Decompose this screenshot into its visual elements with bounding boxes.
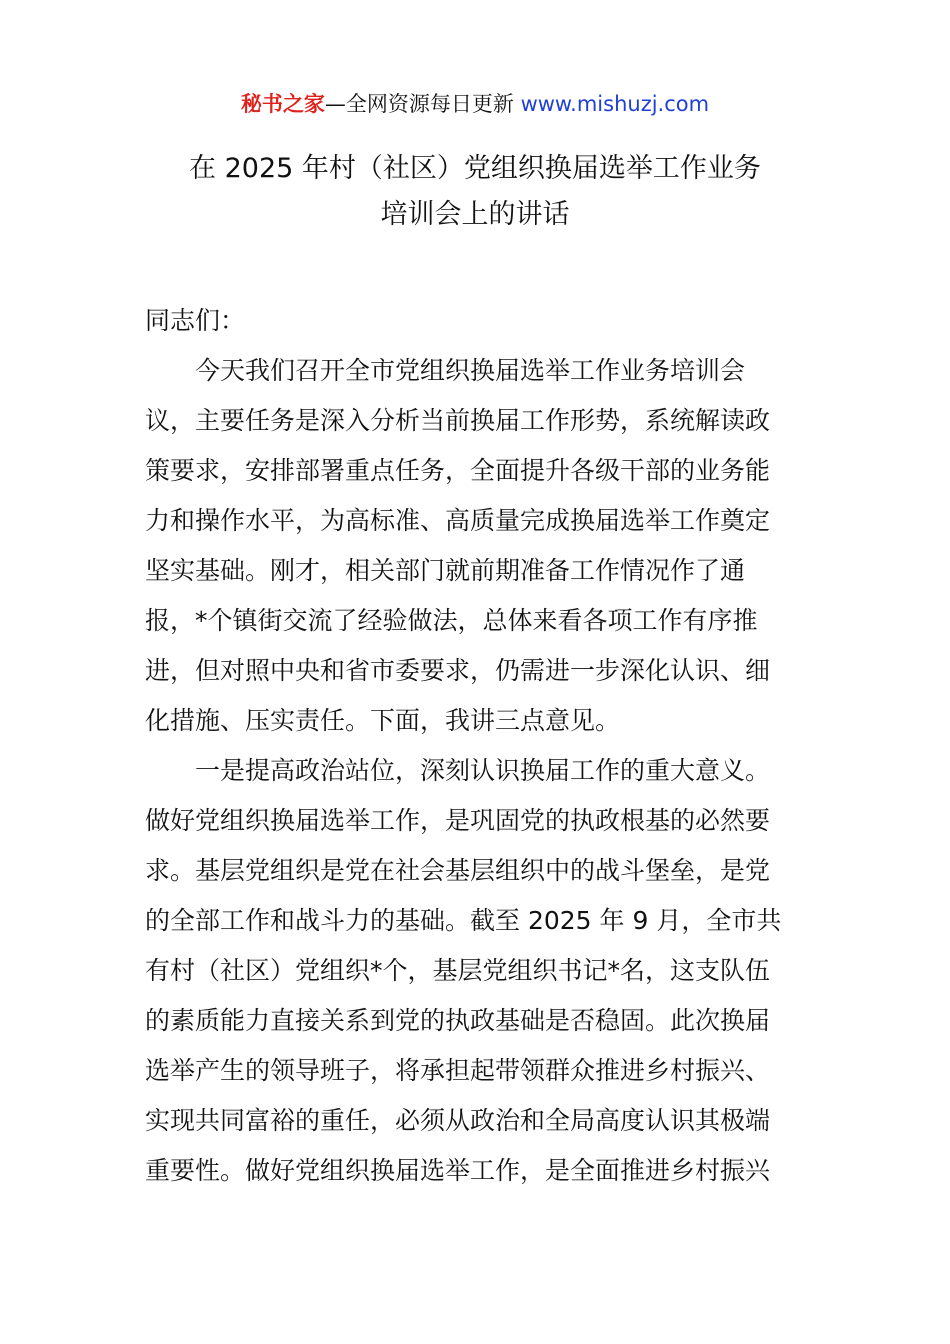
document-title <box>0 146 950 238</box>
paragraph-line: 做好党组织换届选举工作，是巩固党的执政根基的必然要 <box>145 806 771 835</box>
paragraph-line: 议，主要任务是深入分析当前换届工作形势，系统解读政 <box>145 406 771 435</box>
paragraph-line: 选举产生的领导班子，将承担起带领群众推进乡村振兴、 <box>145 1056 771 1085</box>
paragraph-line: 报，*个镇街交流了经验做法，总体来看各项工作有序推 <box>145 606 758 635</box>
paragraph-line: 坚实基础。刚才，相关部门就前期准备工作情况作了通 <box>145 556 746 585</box>
site-header <box>0 88 950 120</box>
title-line: 培训会上的讲话 <box>380 199 570 230</box>
document-body <box>145 296 807 1196</box>
paragraph-line: 实现共同富裕的重任，必须从政治和全局高度认识其极端 <box>145 1106 771 1135</box>
paragraph-line: 进，但对照中央和省市委要求，仍需进一步深化认识、细 <box>145 656 771 685</box>
salutation: 同志们： <box>145 306 246 335</box>
paragraph-line: 力和操作水平，为高标准、高质量完成换届选举工作奠定 <box>145 506 771 535</box>
paragraph-line: 有村（社区）党组织*个，基层党组织书记*名，这支队伍 <box>145 956 771 985</box>
header-slogan: —全网资源每日更新 <box>324 92 521 116</box>
title-line: 在 2025 年村（社区）党组织换届选举工作业务 <box>189 153 761 184</box>
paragraph-line: 今天我们召开全市党组织换届选举工作业务培训会 <box>195 356 746 385</box>
paragraph-line: 的全部工作和战斗力的基础。截至 2025 年 9 月，全市共 <box>145 906 782 935</box>
site-link[interactable]: www.mishuzj.com <box>520 92 710 116</box>
paragraph-line: 化措施、压实责任。下面，我讲三点意见。 <box>145 706 621 735</box>
paragraph-line: 策要求，安排部署重点任务，全面提升各级干部的业务能 <box>145 456 771 485</box>
brand-name: 秘书之家 <box>240 92 325 116</box>
paragraph-line: 重要性。做好党组织换届选举工作，是全面推进乡村振兴 <box>145 1156 771 1185</box>
paragraph-line: 求。基层党组织是党在社会基层组织中的战斗堡垒，是党 <box>145 856 771 885</box>
paragraph-line: 的素质能力直接关系到党的执政基础是否稳固。此次换届 <box>145 1006 771 1035</box>
paragraph-line: 一是提高政治站位，深刻认识换届工作的重大意义。 <box>195 756 771 785</box>
